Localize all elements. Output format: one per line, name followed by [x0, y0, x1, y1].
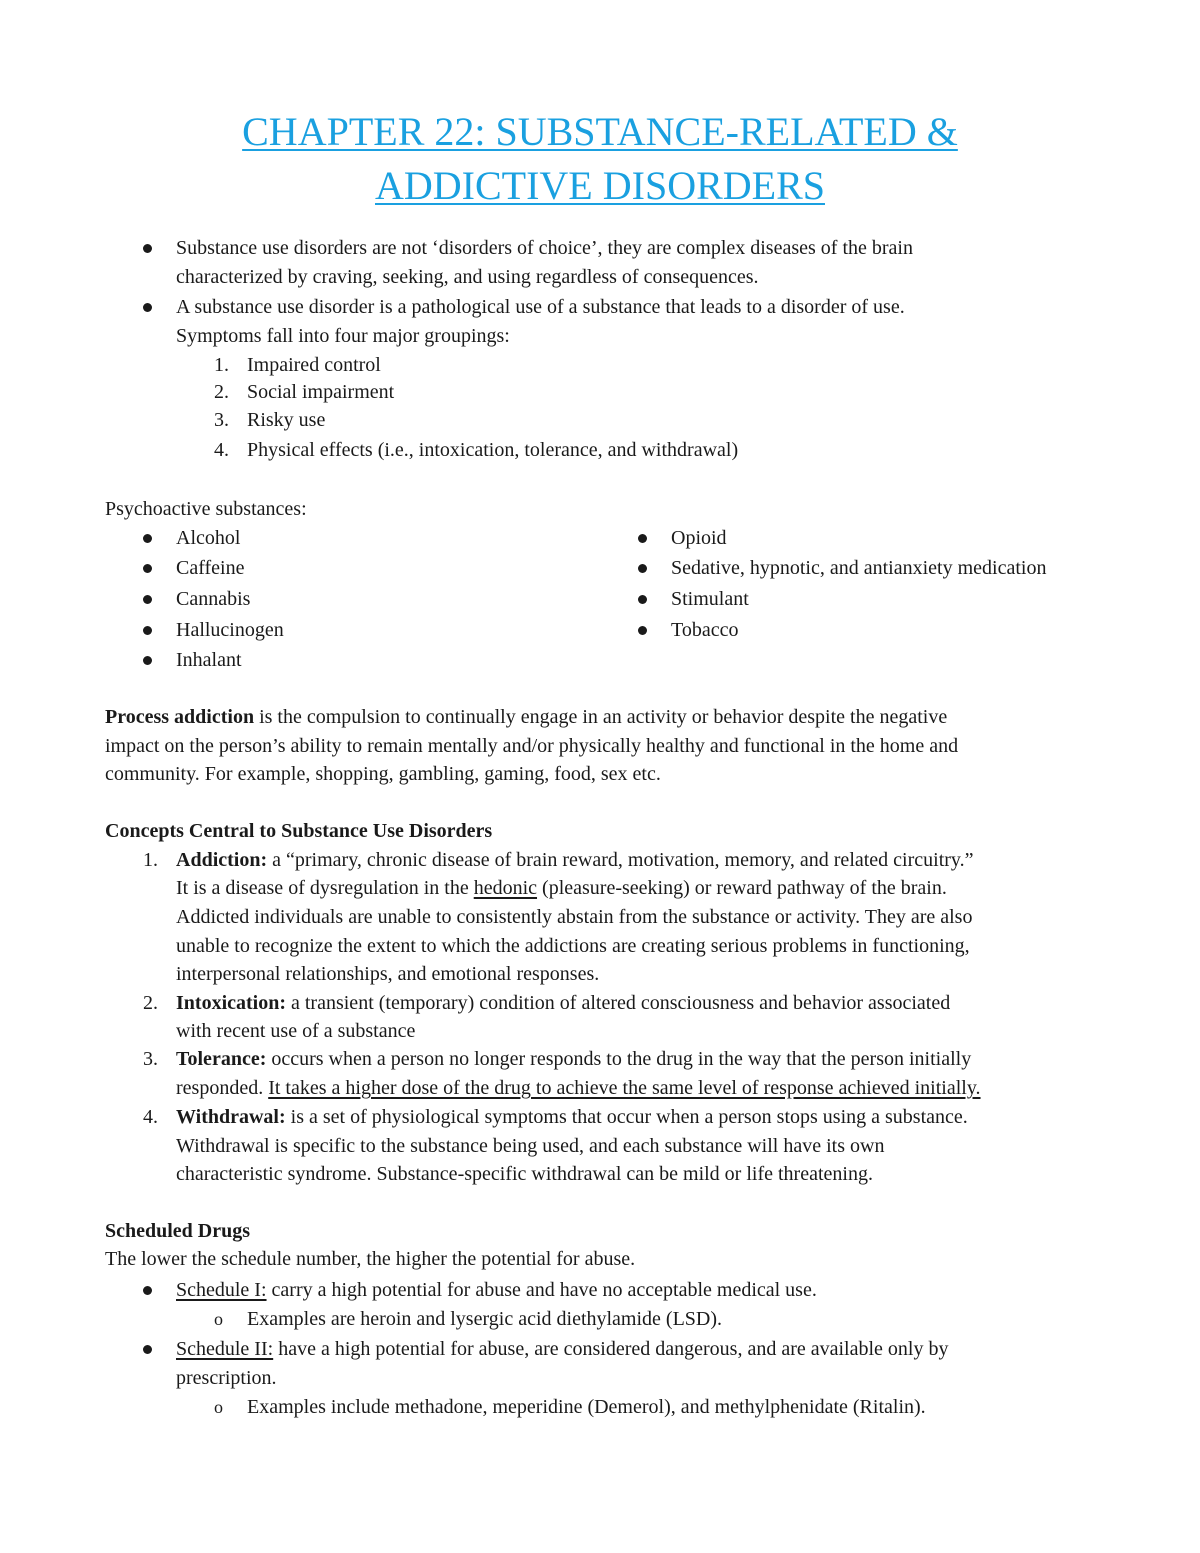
tolerance-text: occurs when a person no longer responds to the drug in the way that the person initially: [266, 1048, 972, 1070]
process-addiction-line-1: [105, 703, 947, 732]
substance-item: Cannabis: [176, 588, 251, 610]
grouping-item: Social impairment: [247, 381, 395, 403]
grouping-number: 4.: [214, 439, 229, 461]
schedule-2-label: Schedule II:: [176, 1338, 274, 1360]
grouping-item: Impaired control: [247, 354, 381, 376]
bullet-icon: [638, 626, 647, 635]
addiction-line-3: Addicted individuals are unable to consistently abstain from the substance or activity. They are also: [176, 906, 973, 928]
bullet-icon: [143, 595, 152, 604]
substance-item: Alcohol: [176, 527, 241, 549]
process-addiction-line-3: community. For example, shopping, gambling, gaming, food, sex etc.: [105, 763, 661, 785]
tolerance-emphasis: It takes a higher dose of the drug to achieve the same level of response achieved initially.: [268, 1077, 981, 1099]
tolerance-line-2: [176, 1074, 981, 1103]
bullet-icon: [143, 656, 152, 665]
process-addiction-term: Process addiction: [105, 706, 255, 728]
grouping-item: Risky use: [247, 409, 326, 431]
withdrawal-line-1: [176, 1103, 968, 1132]
bullet-icon: [638, 534, 647, 543]
bullet-icon: [143, 244, 152, 253]
process-addiction-line-2: impact on the person’s ability to remain mentally and/or physically healthy and functional in the home and: [105, 735, 959, 757]
scheduled-drugs-intro: The lower the schedule number, the higher the potential for abuse.: [105, 1248, 636, 1270]
bullet-icon: [143, 1286, 152, 1295]
substance-item: Sedative, hypnotic, and antianxiety medication: [671, 557, 1047, 579]
intro-bullet-2-line-1: A substance use disorder is a pathological use of a substance that leads to a disorder of use.: [176, 296, 905, 318]
bullet-icon: [638, 564, 647, 573]
intoxication-text: a transient (temporary) condition of altered consciousness and behavior associated: [286, 992, 951, 1014]
substance-item: Opioid: [671, 527, 727, 549]
addiction-text: It is a disease of dysregulation in the: [176, 877, 474, 899]
intoxication-line-2: with recent use of a substance: [176, 1020, 416, 1042]
grouping-item: Physical effects (i.e., intoxication, tolerance, and withdrawal): [247, 439, 739, 461]
withdrawal-line-3: characteristic syndrome. Substance-specific withdrawal can be mild or life threatening.: [176, 1163, 873, 1185]
concept-number: 3.: [143, 1048, 158, 1070]
sub-bullet-marker: o: [214, 1309, 223, 1329]
concepts-heading: Concepts Central to Substance Use Disorders: [105, 820, 493, 842]
withdrawal-text: is a set of physiological symptoms that occur when a person stops using a substance.: [285, 1106, 968, 1128]
schedule-2-example: Examples include methadone, meperidine (Demerol), and methylphenidate (Ritalin).: [247, 1396, 926, 1418]
addiction-term: Addiction:: [176, 849, 268, 871]
intoxication-term: Intoxication:: [176, 992, 286, 1014]
grouping-number: 1.: [214, 354, 229, 376]
addiction-line-2: [176, 874, 947, 903]
intro-bullet-1-line-2: characterized by craving, seeking, and using regardless of consequences.: [176, 266, 759, 288]
scheduled-drugs-heading: Scheduled Drugs: [105, 1220, 251, 1242]
bullet-icon: [143, 303, 152, 312]
substance-item: Tobacco: [671, 619, 739, 641]
intro-bullet-2-line-2: Symptoms fall into four major groupings:: [176, 325, 510, 347]
psychoactive-heading: Psychoactive substances:: [105, 498, 307, 520]
schedule-2-line-1: [176, 1335, 948, 1364]
intro-bullet-1-line-1: Substance use disorders are not ‘disorders of choice’, they are complex diseases of the brain: [176, 237, 913, 259]
tolerance-text: responded.: [176, 1077, 269, 1099]
substance-item: Inhalant: [176, 649, 242, 671]
process-addiction-text: is the compulsion to continually engage in an activity or behavior despite the negative: [254, 706, 948, 728]
schedule-2-text: have a high potential for abuse, are considered dangerous, and are available only by: [273, 1338, 949, 1360]
grouping-number: 2.: [214, 381, 229, 403]
schedule-1-example: Examples are heroin and lysergic acid diethylamide (LSD).: [247, 1308, 723, 1330]
withdrawal-line-2: Withdrawal is specific to the substance being used, and each substance will have its own: [176, 1135, 885, 1157]
schedule-1-label: Schedule I:: [176, 1279, 267, 1301]
concept-number: 2.: [143, 992, 158, 1014]
addiction-text: a “primary, chronic disease of brain reward, motivation, memory, and related circuitry.”: [267, 849, 974, 871]
concept-number: 1.: [143, 849, 158, 871]
schedule-2-line-2: prescription.: [176, 1367, 277, 1389]
substance-item: Hallucinogen: [176, 619, 284, 641]
bullet-icon: [143, 1345, 152, 1354]
intoxication-line-1: [176, 989, 950, 1018]
bullet-icon: [143, 534, 152, 543]
substance-item: Caffeine: [176, 557, 245, 579]
sub-bullet-marker: o: [214, 1397, 223, 1417]
schedule-1-line: [176, 1276, 817, 1305]
substance-item: Stimulant: [671, 588, 749, 610]
bullet-icon: [143, 626, 152, 635]
schedule-1-text: carry a high potential for abuse and have no acceptable medical use.: [266, 1279, 817, 1301]
addiction-text: (pleasure-seeking) or reward pathway of the brain.: [537, 877, 947, 899]
addiction-line-1: [176, 846, 974, 875]
bullet-icon: [638, 595, 647, 604]
tolerance-line-1: [176, 1045, 971, 1074]
concept-number: 4.: [143, 1106, 158, 1128]
withdrawal-term: Withdrawal:: [176, 1106, 286, 1128]
addiction-line-4: unable to recognize the extent to which the addictions are creating serious problems in functioning,: [176, 935, 970, 957]
hedonic-term: hedonic: [473, 877, 538, 899]
tolerance-term: Tolerance:: [176, 1048, 267, 1070]
bullet-icon: [143, 564, 152, 573]
addiction-line-5: interpersonal relationships, and emotional responses.: [176, 963, 600, 985]
chapter-title-line-1: CHAPTER 22: SUBSTANCE-RELATED &: [242, 109, 958, 154]
chapter-title-line-2: ADDICTIVE DISORDERS: [375, 163, 825, 208]
grouping-number: 3.: [214, 409, 229, 431]
